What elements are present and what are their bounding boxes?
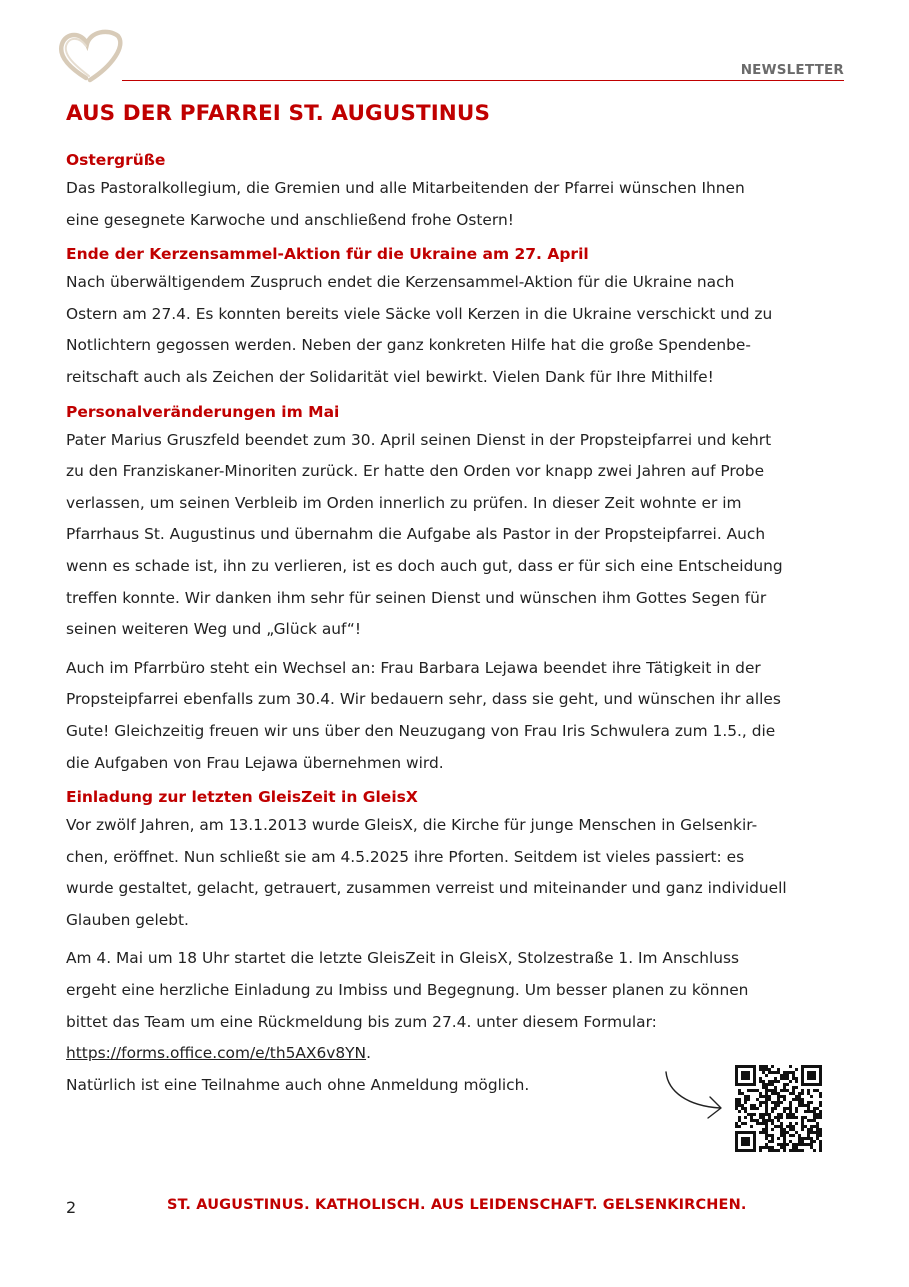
text-line: Pater Marius Gruszfeld beendet zum 30. April seinen Dienst in der Propsteipfarrei und kehrt	[66, 430, 772, 449]
text-line: wenn es schade ist, ihn zu verlieren, ist es doch auch gut, dass er für sich eine Entscheidung	[66, 556, 783, 575]
section-heading-personal: Personalveränderungen im Mai	[66, 402, 340, 421]
text-line: chen, eröffnet. Nun schließt sie am 4.5.2025 ihre Pforten. Seitdem ist vieles passiert: es	[66, 847, 745, 866]
paragraph	[66, 653, 842, 779]
paragraph	[66, 810, 842, 936]
section-heading-kerzensammel: Ende der Kerzensammel-Aktion für die Ukraine am 27. April	[66, 245, 589, 264]
text-line: bittet das Team um eine Rückmeldung bis zum 27.4. unter diesem Formular:	[66, 1012, 657, 1031]
text-line: seinen weiteren Weg und „Glück auf“!	[66, 620, 362, 639]
text-line: Nach überwältigendem Zuspruch endet die Kerzensammel-Aktion für die Ukraine nach	[66, 273, 735, 292]
text-line: die Aufgaben von Frau Lejawa übernehmen wird.	[66, 753, 444, 772]
header-rule	[122, 80, 844, 81]
paragraph	[66, 173, 842, 236]
text-line: reitschaft auch als Zeichen der Solidarität viel bewirkt. Vielen Dank für Ihre Mithilfe!	[66, 367, 714, 386]
text-line: eine gesegnete Karwoche und anschließend frohe Ostern!	[66, 210, 514, 229]
text-line: Das Pastoralkollegium, die Gremien und alle Mitarbeitenden der Pfarrei wünschen Ihnen	[66, 179, 745, 197]
text-line: verlassen, um seinen Verbleib im Orden innerlich zu prüfen. In dieser Zeit wohnte er im	[66, 493, 742, 512]
qr-code[interactable]	[735, 1065, 822, 1152]
text-line: Ostern am 27.4. Es konnten bereits viele Säcke voll Kerzen in die Ukraine verschickt und zu	[66, 304, 773, 323]
text-line: zu den Franziskaner-Minoriten zurück. Er hatte den Orden vor knapp zwei Jahren auf Probe	[66, 462, 765, 481]
paragraph	[66, 267, 842, 393]
text-line: Pfarrhaus St. Augustinus und übernahm die Aufgabe als Pastor in der Propsteipfarrei. Auch	[66, 525, 766, 544]
text-line: Vor zwölf Jahren, am 13.1.2013 wurde GleisX, die Kirche für junge Menschen in Gelsenkir-	[66, 816, 758, 835]
footer-slogan: ST. AUGUSTINUS. KATHOLISCH. AUS LEIDENSCHAFT. GELSENKIRCHEN.	[167, 1197, 747, 1213]
heart-logo-icon	[56, 26, 124, 84]
section-heading-ostergruesse: Ostergrüße	[66, 151, 166, 169]
text-line: wurde gestaltet, gelacht, getrauert, zusammen verreist und miteinander und ganz individuell	[66, 879, 787, 898]
page-number: 2	[66, 1198, 77, 1217]
form-link[interactable]: https://forms.office.com/e/th5AX6v8YN	[66, 1044, 367, 1063]
newsletter-label: NEWSLETTER	[740, 62, 844, 78]
text-line: Glauben gelebt.	[66, 910, 189, 929]
text-line: Propsteipfarrei ebenfalls zum 30.4. Wir bedauern sehr, dass sie geht, und wünschen ihr alles	[66, 690, 781, 709]
text-line: Am 4. Mai um 18 Uhr startet die letzte GleisZeit in GleisX, Stolzestraße 1. Im Anschluss	[66, 949, 740, 968]
paragraph	[66, 425, 842, 646]
section-heading-gleiszeit: Einladung zur letzten GleisZeit in GleisX	[66, 788, 418, 807]
text-line: treffen konnte. Wir danken ihm sehr für seinen Dienst und wünschen ihm Gottes Segen für	[66, 588, 767, 607]
text-line: ergeht eine herzliche Einladung zu Imbiss und Begegnung. Um besser planen zu können	[66, 981, 749, 1000]
closing-line: Natürlich ist eine Teilnahme auch ohne Anmeldung möglich.	[66, 1075, 530, 1094]
text-line: Gute! Gleichzeitig freuen wir uns über den Neuzugang von Frau Iris Schwulera zum 1.5., die	[66, 721, 776, 740]
text-line: Auch im Pfarrbüro steht ein Wechsel an: Frau Barbara Lejawa beendet ihre Tätigkeit in der	[66, 658, 761, 677]
article-content	[66, 98, 842, 1101]
text-line: Notlichtern gegossen werden. Neben der ganz konkreten Hilfe hat die große Spendenbe-	[66, 336, 751, 355]
page-title: AUS DER PFARREI ST. AUGUSTINUS	[66, 101, 491, 126]
link-suffix: .	[366, 1044, 371, 1063]
curved-arrow-icon	[660, 1066, 726, 1124]
